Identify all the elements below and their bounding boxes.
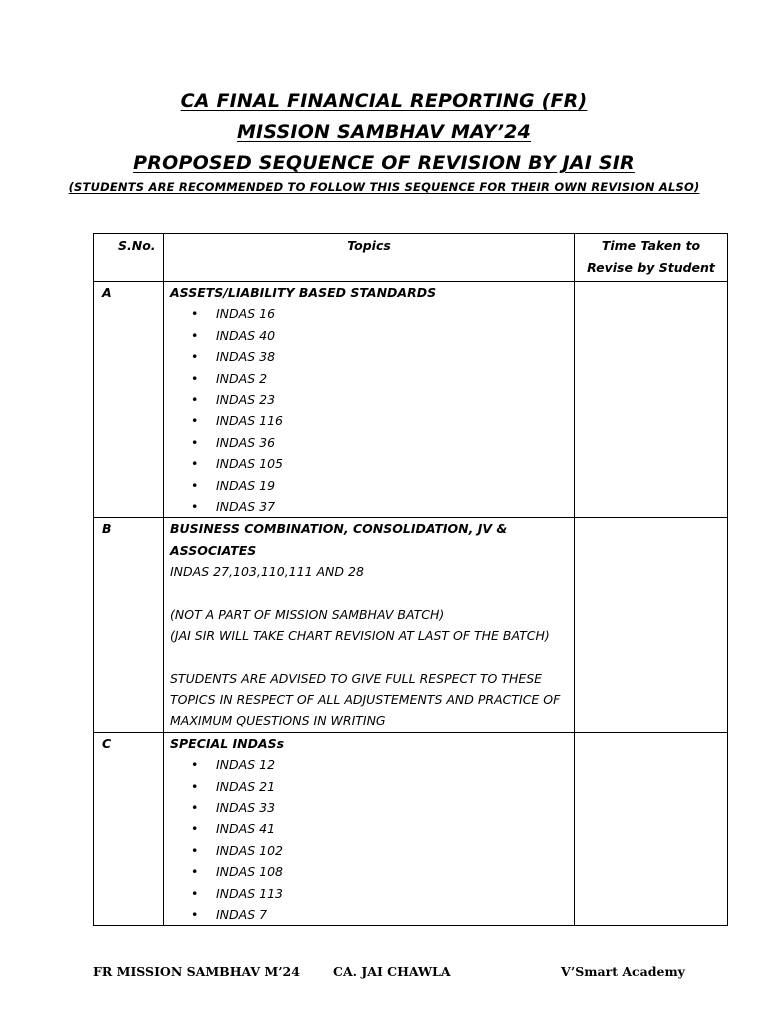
section-heading: ASSETS/LIABILITY BASED STANDARDS — [170, 285, 437, 300]
column-header-time-line1: Time Taken to — [601, 238, 701, 253]
list-item: • INDAS 12 — [216, 754, 574, 775]
chart-revision-note: (JAI SIR WILL TAKE CHART REVISION AT LAST OF THE BATCH) — [170, 628, 550, 644]
section-heading: SPECIAL INDASs — [170, 735, 285, 751]
list-item: • INDAS 102 — [216, 840, 574, 861]
table-row — [94, 732, 728, 926]
list-item: • INDAS 19 — [216, 475, 574, 496]
indas-list — [170, 303, 574, 517]
batch-name: MISSION SAMBHAV MAY’24 — [236, 121, 532, 143]
row-time-cell[interactable] — [575, 518, 728, 732]
table-header-row — [94, 234, 728, 282]
document-title: CA FINAL FINANCIAL REPORTING (FR) — [180, 90, 588, 112]
section-heading: BUSINESS COMBINATION, CONSOLIDATION, JV & ASSOCIATES — [170, 521, 508, 558]
list-item: • INDAS 7 — [216, 904, 574, 925]
list-item: • INDAS 113 — [216, 883, 574, 904]
footer-right: V’Smart Academy — [561, 964, 685, 979]
table-row — [94, 282, 728, 518]
document-subject: PROPOSED SEQUENCE OF REVISION BY JAI SIR — [133, 152, 635, 174]
column-header-topics: Topics — [164, 234, 575, 282]
column-header-time-line2: Revise by Student — [587, 260, 715, 275]
column-header-sno: S.No. — [94, 234, 164, 282]
footer-center: CA. JAI CHAWLA — [333, 964, 451, 979]
list-item: • INDAS 33 — [216, 797, 574, 818]
list-item: • INDAS 2 — [216, 368, 574, 389]
batch-exclusion-note: (NOT A PART OF MISSION SAMBHAV BATCH) — [170, 606, 445, 622]
list-item: • INDAS 105 — [216, 453, 574, 474]
row-topics — [164, 518, 575, 732]
list-item: • INDAS 40 — [216, 325, 574, 346]
list-item: • INDAS 41 — [216, 818, 574, 839]
row-time-cell[interactable] — [575, 282, 728, 518]
document-header — [0, 86, 768, 195]
list-item: • INDAS 37 — [216, 496, 574, 517]
row-sno: C — [94, 732, 164, 926]
row-topics — [164, 732, 575, 926]
row-sno: B — [94, 518, 164, 732]
page-footer — [0, 964, 768, 984]
row-time-cell[interactable] — [575, 732, 728, 926]
list-item: • INDAS 108 — [216, 861, 574, 882]
revision-sequence-table — [93, 233, 728, 926]
list-item: • INDAS 23 — [216, 389, 574, 410]
list-item: • INDAS 38 — [216, 346, 574, 367]
list-item: • INDAS 16 — [216, 303, 574, 324]
table-row — [94, 518, 728, 732]
indas-range-text: INDAS 27,103,110,111 AND 28 — [170, 564, 364, 580]
advice-note: STUDENTS ARE ADVISED TO GIVE FULL RESPECT TO THESE TOPICS IN RESPECT OF ALL ADJUSTEMENTS AND PRACTICE OF MAXIMUM QUESTIONS IN WRITING — [170, 670, 561, 729]
list-item: • INDAS 36 — [216, 432, 574, 453]
column-header-time — [575, 234, 728, 282]
recommendation-note: (STUDENTS ARE RECOMMENDED TO FOLLOW THIS SEQUENCE FOR THEIR OWN REVISION ALSO) — [68, 180, 700, 194]
list-item: • INDAS 116 — [216, 410, 574, 431]
row-topics — [164, 282, 575, 518]
row-sno: A — [94, 282, 164, 518]
list-item: • INDAS 21 — [216, 776, 574, 797]
indas-list — [170, 754, 574, 925]
footer-left: FR MISSION SAMBHAV M’24 — [93, 964, 300, 979]
